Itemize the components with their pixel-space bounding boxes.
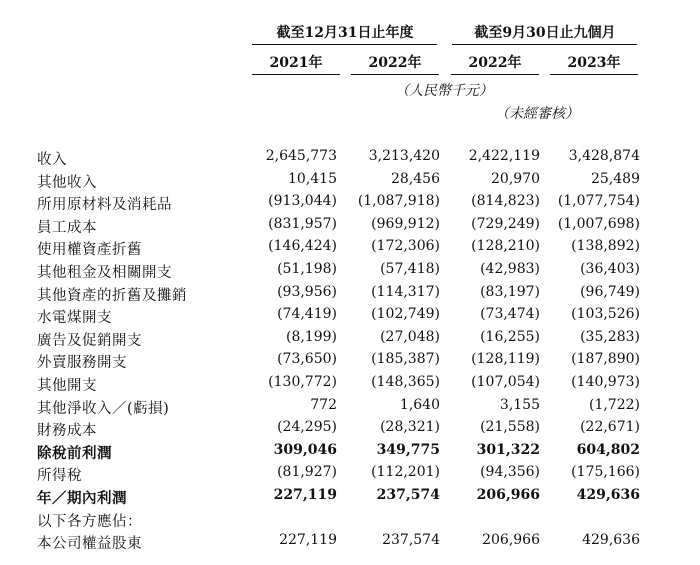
row-value-col-4: (140,973) (571, 374, 640, 390)
row-label: 其他資產的折舊及攤銷 (37, 287, 187, 304)
row-value-col-3: (814,823) (471, 193, 540, 210)
row-value-col-1: (93,956) (277, 283, 337, 300)
row-value-col-2: (1,087,918) (357, 193, 440, 210)
row-value-col-4: (35,283) (580, 328, 640, 345)
row-value-col-3: (94,356) (480, 464, 540, 481)
table-row (0, 532, 700, 554)
row-value-col-4: (1,007,698) (557, 215, 640, 232)
table-row (0, 510, 700, 532)
row-value-col-3: 301,322 (476, 441, 540, 458)
table-row (0, 284, 700, 306)
table-row (0, 374, 700, 396)
row-value-col-4: 429,636 (582, 532, 640, 549)
header-group-nine-months-rule (452, 44, 637, 45)
row-value-col-3: (83,197) (480, 283, 540, 300)
row-value-col-4: (1,077,754) (557, 193, 640, 210)
row-label: 以下各方應佔： (37, 513, 142, 530)
row-value-col-1: (130,772) (268, 374, 337, 390)
audit-note: （未經審核） (495, 106, 579, 122)
row-value-col-2: (102,749) (371, 306, 440, 323)
row-value-col-3: 20,970 (491, 170, 540, 187)
row-value-col-4: 25,489 (591, 170, 640, 187)
row-label: 其他淨收入／(虧損) (37, 400, 170, 417)
header-year-2: 2022年 (368, 55, 422, 71)
header-year-4-rule (550, 74, 638, 75)
row-value-col-3: (729,249) (471, 215, 540, 232)
row-value-col-4: (1,722) (588, 396, 640, 413)
table-row (0, 487, 700, 509)
row-value-col-2: 1,640 (399, 396, 440, 413)
row-value-col-3: 3,155 (499, 396, 540, 413)
table-row (0, 464, 700, 486)
row-value-col-1: (8,199) (285, 328, 337, 345)
header-group-annual: 截至12月31日止年度 (276, 25, 414, 41)
row-value-col-3: 2,422,119 (468, 148, 540, 164)
header-group-nine-months: 截至9月30日止九個月 (474, 25, 616, 41)
row-value-col-1: 227,119 (273, 487, 337, 503)
row-value-col-1: (81,927) (277, 464, 337, 481)
row-value-col-4: (175,166) (571, 464, 640, 481)
row-value-col-2: (148,365) (371, 374, 440, 390)
row-label: 員工成本 (37, 219, 97, 236)
row-label: 除稅前利潤 (37, 444, 112, 462)
row-value-col-2: (28,321) (380, 419, 440, 436)
table-row (0, 261, 700, 283)
row-value-col-2: 3,213,420 (368, 148, 440, 164)
row-value-col-4: (187,890) (571, 351, 640, 368)
row-value-col-2: 237,574 (376, 487, 440, 503)
row-value-col-3: (21,558) (480, 419, 540, 436)
row-value-col-3: (128,210) (471, 238, 540, 255)
row-value-col-2: (185,387) (371, 351, 440, 368)
row-value-col-2: (114,317) (371, 283, 440, 300)
row-value-col-3: (73,474) (480, 306, 540, 323)
table-row (0, 306, 700, 328)
row-label: 外賣服務開支 (37, 355, 127, 372)
row-value-col-4: (138,892) (571, 238, 640, 255)
row-value-col-1: (74,419) (277, 306, 337, 323)
row-value-col-1: (51,198) (277, 261, 337, 277)
header-group-annual-rule (252, 44, 437, 45)
table-row (0, 351, 700, 373)
row-value-col-2: (57,418) (380, 261, 440, 277)
header-year-3: 2022年 (468, 55, 522, 71)
row-value-col-4: (96,749) (580, 283, 640, 300)
row-value-col-4: 3,428,874 (568, 148, 640, 164)
row-value-col-1: 227,119 (279, 532, 337, 549)
row-value-col-3: (107,054) (471, 374, 540, 390)
row-value-col-2: 349,775 (376, 441, 440, 458)
row-value-col-3: (42,983) (480, 261, 540, 277)
table-row (0, 171, 700, 193)
table-row (0, 238, 700, 260)
row-label: 年／期內利潤 (37, 490, 127, 507)
row-value-col-1: 309,046 (273, 441, 337, 458)
row-value-col-1: (913,044) (268, 193, 337, 210)
row-value-col-1: (73,650) (277, 351, 337, 368)
header-year-1: 2021年 (269, 55, 323, 71)
header-year-3-rule (451, 74, 539, 75)
table-row (0, 419, 700, 441)
row-value-col-4: 604,802 (576, 441, 640, 458)
row-label: 所得稅 (37, 468, 82, 485)
row-value-col-2: (27,048) (380, 328, 440, 345)
row-label: 使用權資產折舊 (37, 242, 142, 259)
row-label: 財務成本 (37, 423, 97, 440)
table-row (0, 216, 700, 238)
row-value-col-1: 772 (310, 396, 337, 413)
row-value-col-4: (22,671) (580, 419, 640, 436)
table-row (0, 148, 700, 170)
row-label: 廣告及促銷開支 (37, 332, 142, 349)
table-row (0, 329, 700, 351)
row-value-col-2: 28,456 (391, 170, 440, 187)
table-row (0, 442, 700, 464)
row-value-col-1: (24,295) (277, 419, 337, 436)
row-value-col-4: 429,636 (576, 487, 640, 503)
header-year-1-rule (252, 74, 340, 75)
row-label: 其他租金及相關開支 (37, 265, 172, 281)
row-label: 其他收入 (37, 174, 97, 191)
row-value-col-2: (172,306) (371, 238, 440, 255)
row-label: 所用原材料及消耗品 (37, 197, 172, 214)
header-year-2-rule (351, 74, 439, 75)
row-label: 本公司權益股東 (37, 536, 142, 553)
row-value-col-1: 10,415 (288, 170, 337, 187)
row-value-col-4: (103,526) (571, 306, 640, 323)
row-value-col-2: (112,201) (371, 464, 440, 481)
row-value-col-3: (16,255) (480, 328, 540, 345)
row-value-col-4: (36,403) (580, 261, 640, 277)
row-value-col-1: (146,424) (268, 238, 337, 255)
row-value-col-3: 206,966 (476, 487, 540, 503)
header-year-4: 2023年 (567, 55, 621, 71)
row-label: 收入 (37, 152, 67, 168)
row-label: 其他開支 (37, 378, 97, 394)
row-value-col-2: 237,574 (382, 532, 440, 549)
row-label: 水電煤開支 (37, 310, 112, 327)
row-value-col-1: (831,957) (268, 215, 337, 232)
table-row (0, 193, 700, 215)
row-value-col-3: 206,966 (482, 532, 540, 549)
row-value-col-1: 2,645,773 (265, 148, 337, 164)
unit-note: （人民幣千元） (395, 83, 493, 99)
table-row (0, 397, 700, 419)
row-value-col-3: (128,119) (471, 351, 540, 368)
row-value-col-2: (969,912) (371, 215, 440, 232)
